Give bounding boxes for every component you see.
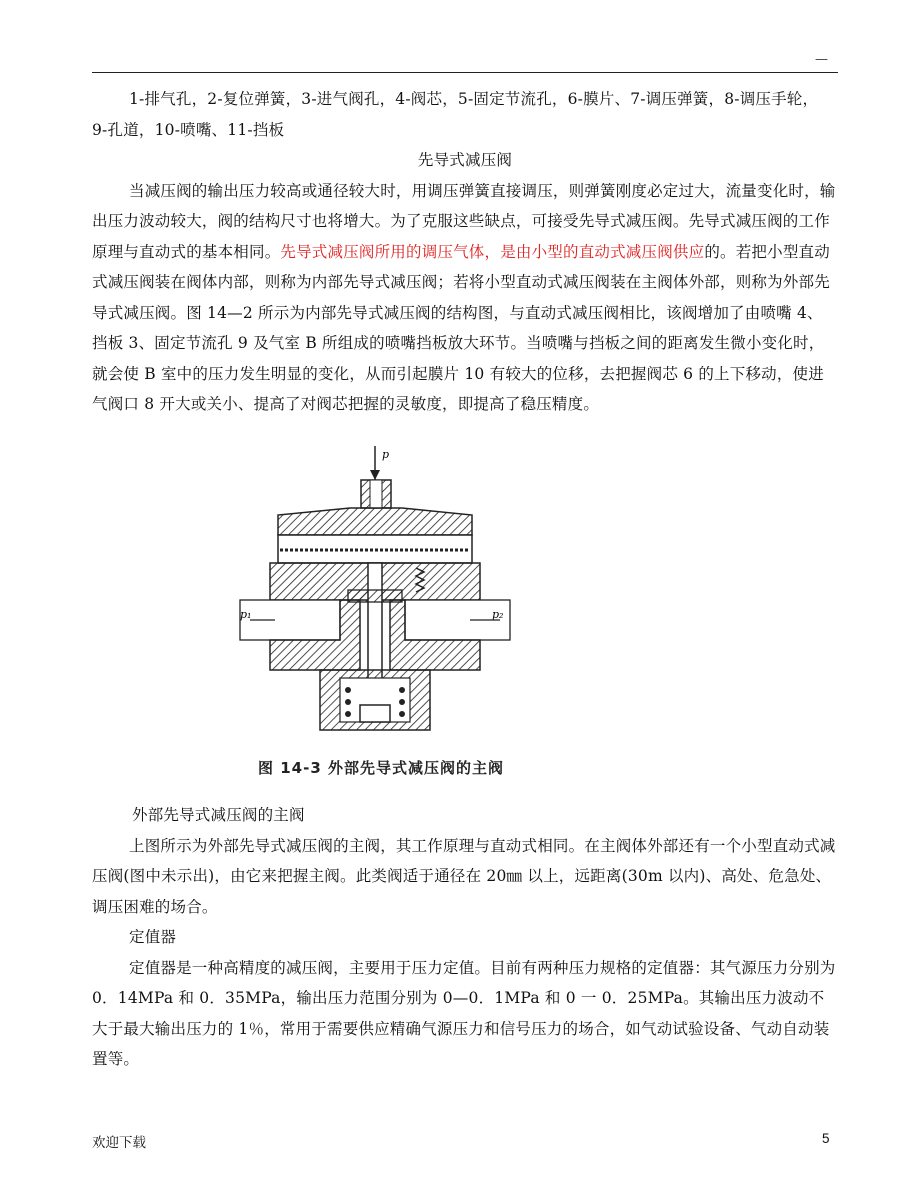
valve-cross-section-drawing <box>230 440 520 755</box>
legend-line-1: 1-排气孔，2-复位弹簧，3-进气阀孔，4-阀芯，5-固定节流孔，6-膜片、7-调压弹簧，8-调压手轮， <box>129 90 819 108</box>
header-mark: — <box>815 52 828 67</box>
paragraph-regulator: 定值器是一种高精度的减压阀，主要用于压力定值。目前有两种压力规格的定值器：其气源压力分别为 0．14MPa 和 0．35MPa，输出压力范围分别为 0—0．1MPa 和 0 一 0．25MPa。其输出压力波动不大于最大输出压力的 1％，常用于需要供应精确气源压力和信号压力的场合，如气动试验设备、气动自动装置等。 <box>92 958 836 1068</box>
paragraph-pilot-text-b: 的。若把小型直动式减压阀装在阀体内部，则称为内部先导式减压阀；若将小型直动式减压阀装在主阀体外部，则称为外部先导式减压阀。图 14—2 所示为内部先导式减压阀的结构图，与直动式减压阀相比，该阀增加了由喷嘴 4、挡板 3、固定节流孔 9 及气室 B 所组成的喷嘴挡板放大环节。当喷嘴与挡板之间的距离发生微小变化时，就会使 B 室中的压力发生明显的变化，从而引起膜片 10 有较大的位移，去把握阀芯 6 的上下移动，使进气阀口 8 开大或关小、提高了对阀芯把握的灵敏度，即提高了稳压精度。 <box>92 242 830 413</box>
legend-block <box>92 84 838 420</box>
valve-core <box>348 590 402 602</box>
valve-stem <box>368 563 382 683</box>
section-heading-regulator: 定值器 <box>129 928 177 946</box>
figure-valve-diagram <box>230 440 520 785</box>
section-2-block <box>92 800 838 1075</box>
figure-caption: 图 14-3 外部先导式减压阀的主阀 <box>258 759 504 777</box>
paragraph-pilot-text-a: 当减压阀的输出压力较高或通径较大时，用调压弹簧直接调压，则弹簧刚度必定过大，流量变化时，输出压力波动较大，阀的结构尺寸也将增大。为了克服这些缺点，可接受先导式减压阀。先导式减压阀的工作原理与直动式的基本相同。 <box>92 181 836 261</box>
label-inlet-pressure: p₁ <box>240 608 252 621</box>
legend-line-2: 9-孔道，10-喷嘴、11-挡板 <box>92 120 285 139</box>
section-heading-pilot: 先导式减压阀 <box>417 151 513 169</box>
paragraph-pilot-highlight: 先导式减压阀所用的调压气体，是由小型的直动式减压阀供应 <box>280 242 705 261</box>
paragraph-pilot <box>92 176 838 420</box>
label-outlet-pressure: p₂ <box>492 608 504 621</box>
valve-seat <box>360 705 390 722</box>
page-number: 5 <box>822 1131 830 1146</box>
label-top-pressure: p <box>382 448 390 461</box>
section-heading-external-main-valve: 外部先导式减压阀的主阀 <box>132 806 305 824</box>
paragraph-external-main-valve: 上图所示为外部先导式减压阀的主阀，其工作原理与直动式相同。在主阀体外部还有一个小型直动式减压阀(图中未示出)，由它来把握主阀。此类阀适于通径在 20㎜ 以上，远距离(30m 以内)、高处、危急处、调压困难的场合。 <box>92 836 836 916</box>
footer-label: 欢迎下载 <box>92 1135 146 1151</box>
header-rule <box>92 72 838 73</box>
valve-bonnet <box>278 508 472 535</box>
arrow-head-icon <box>370 470 380 480</box>
